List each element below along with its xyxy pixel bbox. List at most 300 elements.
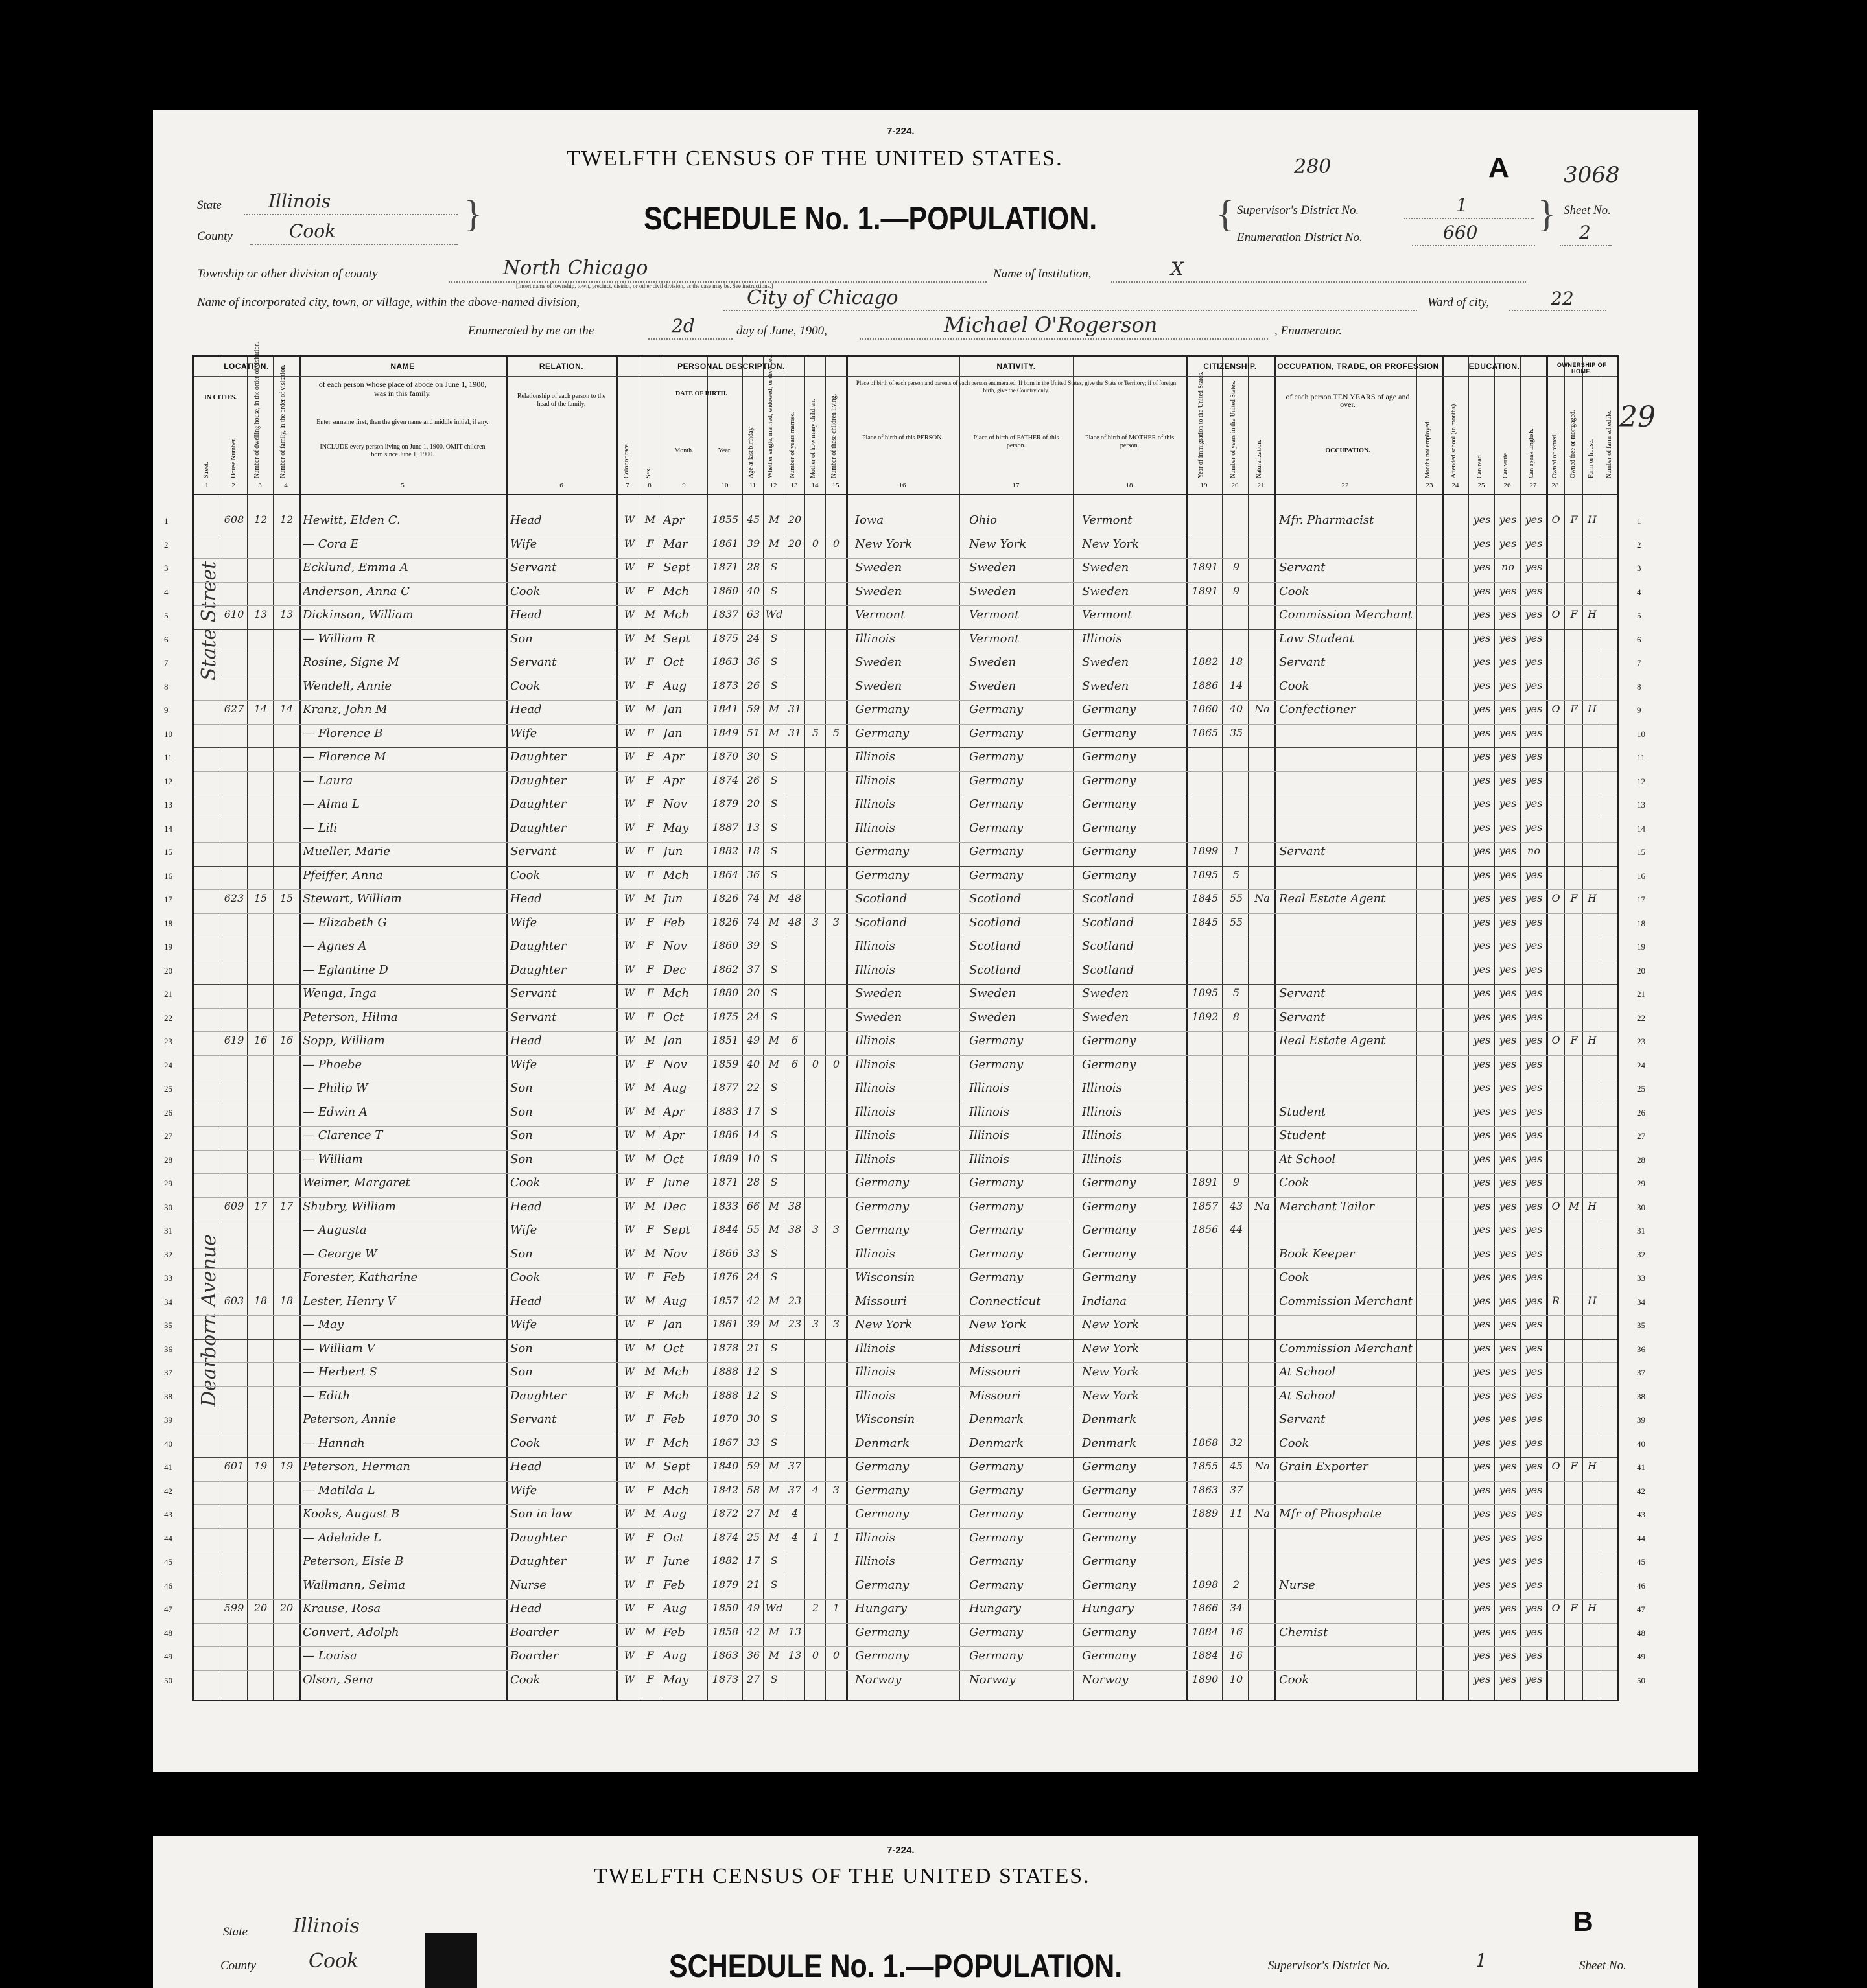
sex: F [646, 537, 654, 550]
relation: Wife [510, 1057, 537, 1071]
header-year: Year. [718, 447, 732, 454]
header-free-mortgaged: Owned free or mortgaged. [1569, 410, 1577, 478]
can-speak: yes [1525, 608, 1543, 620]
can-speak: yes [1525, 655, 1543, 668]
marital-status: M [768, 513, 780, 526]
line-number: 12 [1637, 776, 1645, 786]
person-name: Olson, Sena [303, 1672, 373, 1687]
birthplace-mother: Sweden [1082, 584, 1129, 598]
line-number: 29 [1637, 1178, 1645, 1188]
can-read: yes [1473, 892, 1491, 904]
can-write: yes [1499, 513, 1517, 526]
birthplace-person: Germany [855, 1223, 910, 1237]
next-census-sheet [153, 1836, 1698, 1988]
line-number: 22 [1637, 1012, 1645, 1023]
birthplace-person: Sweden [855, 561, 902, 574]
years-married: 23 [788, 1294, 802, 1307]
naturalization: Na [1254, 1199, 1270, 1212]
can-speak: yes [1525, 1412, 1543, 1425]
birth-month: Sept [663, 1460, 690, 1473]
years-married: 48 [788, 915, 802, 928]
line-number-left: 29 [164, 1178, 172, 1188]
immigration-year: 1845 [1192, 892, 1219, 904]
relation: Head [510, 1034, 542, 1047]
birth-month: Aug [663, 1294, 687, 1308]
age: 14 [746, 1128, 760, 1141]
birthplace-mother: Germany [1082, 1554, 1136, 1568]
birthplace-mother: Germany [1082, 703, 1136, 716]
color: W [624, 1507, 635, 1519]
marital-status: S [770, 963, 778, 976]
occupation: Cook [1279, 679, 1309, 693]
table-row [194, 1055, 1617, 1079]
sex: F [646, 1530, 654, 1543]
next-form-number: 7-224. [887, 1845, 915, 1856]
occupation: Servant [1279, 1010, 1326, 1024]
birthplace-mother: Germany [1082, 1270, 1136, 1284]
age: 24 [746, 1270, 760, 1283]
relation: Head [510, 703, 542, 716]
sex: F [646, 1554, 654, 1567]
color: W [624, 868, 635, 881]
person-name: Wallmann, Selma [303, 1578, 406, 1592]
sex: F [646, 963, 654, 976]
person-name: — George W [303, 1246, 377, 1261]
sex: F [646, 1412, 654, 1425]
can-write: yes [1499, 1530, 1517, 1543]
table-row [194, 1434, 1617, 1457]
years-in-us: 14 [1229, 679, 1243, 692]
marital-status: S [770, 939, 778, 952]
birth-year: 1889 [712, 1152, 739, 1165]
line-number: 32 [1637, 1249, 1645, 1259]
birth-month: Nov [663, 1057, 687, 1071]
age: 27 [746, 1507, 760, 1519]
birth-year: 1850 [712, 1602, 739, 1614]
can-read: yes [1473, 1341, 1491, 1354]
can-speak: yes [1525, 773, 1543, 786]
age: 21 [746, 1341, 760, 1354]
can-read: yes [1473, 1010, 1491, 1023]
sex: M [644, 1199, 656, 1212]
enumeration-label: Enumeration District No. [1237, 231, 1363, 244]
sex: F [646, 1483, 654, 1496]
birthplace-person: Norway [855, 1672, 902, 1687]
children-living: 1 [832, 1602, 840, 1614]
immigration-year: 1895 [1192, 987, 1219, 999]
table-row [194, 582, 1617, 605]
person-name: Peterson, Annie [303, 1412, 397, 1426]
table-row [194, 866, 1617, 889]
table-row [194, 677, 1617, 700]
birth-year: 1888 [712, 1388, 739, 1401]
color: W [624, 1152, 635, 1165]
years-in-us: 16 [1229, 1649, 1243, 1661]
person-name: Wendell, Annie [303, 679, 392, 693]
marital-status: M [768, 1507, 780, 1519]
table-row [194, 984, 1617, 1007]
immigration-year: 1868 [1192, 1436, 1219, 1449]
can-speak: yes [1525, 915, 1543, 928]
marital-status: S [770, 987, 778, 999]
birth-year: 1870 [712, 750, 739, 762]
years-married: 37 [788, 1483, 802, 1496]
color: W [624, 1412, 635, 1425]
header-name-instr: Enter surname first, then the given name and middle initial, if any. [316, 419, 489, 426]
birth-year: 1883 [712, 1105, 739, 1117]
person-name: Pfeiffer, Anna [303, 868, 383, 882]
birth-month: June [663, 1554, 690, 1568]
sex: F [646, 797, 654, 810]
can-speak: yes [1525, 750, 1543, 762]
can-read: yes [1473, 1318, 1491, 1330]
header-months-not-employed: Months not employed. [1424, 419, 1431, 478]
children-living: 0 [832, 1057, 840, 1070]
birth-year: 1857 [712, 1294, 739, 1307]
birth-year: 1841 [712, 703, 739, 715]
mother-of: 0 [812, 537, 819, 550]
farm-house: H [1588, 1034, 1597, 1046]
marital-status: Wd [765, 1602, 783, 1614]
birth-month: Apr [663, 1105, 685, 1119]
birth-month: Nov [663, 797, 687, 811]
marital-status: S [770, 1388, 778, 1401]
sex: M [644, 608, 656, 620]
birthplace-person: Illinois [855, 1152, 895, 1166]
header-marital: Whether single, married, widowed, or divorced. [767, 354, 774, 478]
birthplace-mother: Sweden [1082, 561, 1129, 574]
line-number: 36 [1637, 1344, 1645, 1354]
can-read: yes [1473, 1294, 1491, 1307]
color: W [624, 892, 635, 904]
birthplace-father: Scotland [969, 915, 1022, 930]
header-location: LOCATION. [224, 362, 269, 371]
family-number: 14 [279, 703, 294, 715]
header-name-instr2: INCLUDE every person living on June 1, 1900. OMIT children born since June 1, 1900. [320, 443, 486, 458]
header-birth-person: Place of birth of this PERSON. [862, 434, 943, 441]
sex: F [646, 1672, 654, 1685]
table-row [194, 1103, 1617, 1126]
can-read: yes [1473, 1176, 1491, 1188]
birth-year: 1858 [712, 1625, 739, 1638]
can-speak: yes [1525, 584, 1543, 597]
birthplace-father: Denmark [969, 1436, 1024, 1450]
person-name: Kranz, John M [303, 703, 388, 716]
relation: Daughter [510, 797, 567, 811]
birth-year: 1876 [712, 1270, 739, 1283]
birthplace-mother: Germany [1082, 797, 1136, 811]
marital-status: S [770, 631, 778, 644]
color: W [624, 1081, 635, 1093]
birthplace-mother: Illinois [1082, 1081, 1122, 1095]
relation: Wife [510, 726, 537, 740]
marital-status: S [770, 1246, 778, 1259]
birthplace-person: New York [855, 1318, 913, 1331]
line-number: 13 [1637, 800, 1645, 810]
marital-status: M [768, 703, 780, 715]
relation: Son [510, 631, 533, 646]
birthplace-mother: Sweden [1082, 987, 1129, 1000]
person-name: — Louisa [303, 1649, 357, 1663]
table-row [194, 961, 1617, 984]
birthplace-father: Germany [969, 1507, 1024, 1521]
table-row [194, 605, 1617, 629]
line-number-left: 28 [164, 1154, 172, 1165]
can-speak: yes [1525, 1365, 1543, 1377]
family-number: 13 [279, 608, 294, 620]
birthplace-person: Germany [855, 1625, 910, 1639]
free-mortgaged: F [1570, 892, 1578, 904]
table-row [194, 1079, 1617, 1102]
next-state-value: Illinois [293, 1915, 360, 1937]
color: W [624, 1460, 635, 1472]
census-sheet: 7-224. TWELFTH CENSUS OF THE UNITED STATES. 280 A 3068 29 State Illinois County Cook } SCHEDULE No. 1.—POPULATION. { Supervisor's District No. 1 Enumeration District No. 660 } Sheet No. 2 Township or other division of county North Chicago [Insert name of township, town, precinct, district, or other civil division, as the case may be. See instructions.] Name of Institution, X Name of incorporated city, town, or village, within the above-named division, City of Chicago Ward of city, 22 Enumerated by me on the 2d day of June, 1900, Michael O'Rogerson , Enumerator. LOCATION. IN CITIES. NAME of each person whose place of abode on June 1, 1900, was in this family. Enter surname first, then the given name and middle initial, if any. INCLUDE every person living on June 1, 1900. OMIT children born since June 1, 1900. RELATION. Relationship of each person to the head of the family. PERSONAL DESCRIPTION. DATE OF BIRTH. Month. Year. NATIVITY. Place of birth of each person and parents of each person enumerated. If born in the United States, give the State or Territory; if of foreign birth, give the Country only. Place of birth of this PERSON. Place of birth of FATHER of this person. Place of birth of MOTHER of this person. CITIZENSHIP. OCCUPATION, TRADE, OR PROFESSION of each person TEN YEARS of age and over. OCCUPATION. EDUCATION. OWNERSHIP OF HOME. Street. House Number. Number of dwelling house, in the order of visitation. Number of family, in the order of visitation. Color or race. Sex. Age at last birthday. Whether single, married, widowed, or divorced. Number of years married. Mother of how many children. Number of these children living. Year of immigration to the United States. Number of years in the United States. Naturalization. Months not employed. Attended school (in months). Can read. Can write. Can speak English. Owned or rented. Owned free or mortgaged. Farm or house. Number of farm schedule. 1 2 3 4 5 6 7 8 9 10 11 12 13 14 15 16 17 18 19 20 21 22 23 24 25 26 27 28 State Street Dearborn Avenue 608 12 12 Hewitt, Elden C. Head W M Apr 1855 45 M 20 Iowa Ohio Vermont Mfr. Pharmacist yes yes yes O F H — Cora E Wife W F Mar 1861 39 M 20 0 0 New York New York New York yes yes yes Ecklund, Emma A Servant W F Sept 1871 28 S Sweden Sweden Sweden 1891 9 Servant yes no yes Anderson, Anna C Cook W F Mch 1860 40 S Sweden Sweden Sweden 1891 9 Cook yes yes yes 610 13 13 Dickinson, William Head W M Mch 1837 63 Wd Vermont Vermont Vermont Commission Merchant yes yes yes O F H — William R Son W M Sept 1875 24 S Illinois Vermont Illinois Law Student yes yes yes Rosine, Signe M Servant W F Oct 1863 36 S Sweden Sweden Sweden 1882 18 Servant yes yes yes Wendell, Annie Cook W F Aug 1873 26 S Sweden Sweden Sweden 1886 14 Cook yes yes yes 627 14 14 Kranz, John M Head W M Jan 1841 59 M 31 Germany Germany Germany 1860 40 Na Confectioner yes yes yes O F H — Florence B Wife W F Jan 1849 51 M 31 5 5 Germany Germany Germany 1865 35 yes yes yes — Florence M Daughter W F Apr 1870 30 S Illinois Germany Germany yes yes yes — Laura Daughter W F Apr 1874 26 S Illinois Germany Germany yes yes yes — Alma L Daughter W F Nov 1879 20 S Illinois Germany Germany yes yes yes — Lili Daughter W F May 1887 13 S Illinois Germany Germany yes yes yes Mueller, Marie Servant W F Jun 1882 18 S Germany Germany Germany 1899 1 Servant yes yes no Pfeiffer, Anna Cook W F Mch 1864 36 S Germany Germany Germany 1895 5 yes yes yes 623 15 15 Stewart, William Head W M Jun 1826 74 M 48 Scotland Scotland Scotland 1845 55 Na Real Estate Agent yes yes yes O F H — Elizabeth G Wife W F Feb 1826 74 M 48 3 3 Scotland Scotland Scotland 1845 55 yes yes yes — Agnes A Daughter W F Nov 1860 39 S Illinois Scotland Scotland yes yes yes — Eglantine D Daughter W F Dec 1862 37 S Illinois Scotland Scotland yes yes yes Wenga, Inga Servant W F Mch 1880 20 S Sweden Sweden Sweden 1895 5 Servant yes yes yes Peterson, Hilma Servant W F Oct 1875 24 S Sweden Sweden Sweden 1892 8 Servant yes yes yes 619 16 16 Sopp, William Head W M Jan 1851 49 M 6 Illinois Germany Germany Real Estate Agent yes yes yes O F H — Phoebe Wife W F Nov 1859 40 M 6 0 0 Illinois Germany Germany yes yes yes — Philip W Son W M Aug 1877 22 S Illinois Illinois Illinois yes yes yes — Edwin A Son W M Apr 1883 17 S Illinois Illinois Illinois Student yes yes yes — Clarence T Son W M Apr 1886 14 S Illinois Illinois Illinois Student yes yes yes — William Son W M Oct 1889 10 S Illinois Illinois Illinois At School yes yes yes Weimer, Margaret Cook W F June 1871 28 S Germany Germany Germany 1891 9 Cook yes yes yes 609 17 17 Shubry, William Head W M Dec 1833 66 M 38 Germany Germany Germany 1857 43 Na Merchant Tailor yes yes yes O M H — Augusta Wife W F Sept 1844 55 M 38 3 3 Germany Germany Germany 1856 44 yes yes yes — George W Son W M Nov 1866 33 S Illinois Germany Germany Book Keeper yes yes yes Forester, Katharine Cook W F Feb 1876 24 S Wisconsin Germany Germany Cook yes yes yes 603 18 18 Lester, Henry V Head W M Aug 1857 42 M 23 Missouri Connecticut Indiana Commission Merchant yes yes yes R H — May Wife W F Jan 1861 39 M 23 3 3 New York New York New York yes yes yes — William V Son W M Oct 1878 21 S Illinois Missouri New York Commission Merchant yes yes yes — Herbert S Son W M Mch 1888 12 S Illinois Missouri New York At School yes yes yes — Edith Daughter W F Mch 1888 12 S Illinois Missouri New York At School yes yes yes Peterson, Annie Servant W F Feb 1870 30 S Wisconsin Denmark Denmark Servant yes yes yes — Hannah Cook W F Mch 1867 33 S Denmark Denmark Denmark 1868 32 Cook yes yes yes 601 19 19 Peterson, Herman Head W M Sept 1840 59 M 37 Germany Germany Germany 1855 45 Na Grain Exporter yes yes yes O F H — Matilda L Wife W F Mch 1842 58 M 37 4 3 Germany Germany Germany 1863 37 yes yes yes Kooks, August B Son in law W M Aug 1872 27 M 4 Germany Germany Germany 1889 11 Na Mfr of Phosphate yes yes yes — Adelaide L Daughter W F Oct 1874 25 M 4 1 1 Illinois Germany Germany yes yes yes Peterson, Elsie B Daughter W F June 1882 17 S Illinois Germany Germany yes yes yes Wallmann, Selma Nurse W F Feb 1879 21 S Germany Germany Germany 1898 2 Nurse yes yes yes 599 20 20 Krause, Rosa Head W F Aug 1850 49 Wd 2 1 Hungary Hungary Hungary 1866 34 yes yes yes O F H Convert, Adolph Boarder W M Feb 1858 42 M 13 Germany Germany Germany 1884 16 Chemist yes yes yes — Louisa Boarder W F Aug 1863 36 M 13 0 0 Germany Germany Germany 1884 16 yes yes yes Olson, Sena Cook W F May 1873 27 S Norway Norway Norway 1890 10 Cook yes yes yes 1 1 2 2 3 3 4 4 5 5 6 6 7 7 8 8 9 9 10 10 11 11 12 12 13 13 14 14 15 15 16 16 17 17 18 18 19 19 20 20 21 21 22 22 23 23 24 24 25 25 26 26 27 27 28 28 29 29 30 30 31 31 32 32 33 33 34 34 35 35 36 36 37 37 38 38 39 39 40 40 41 41 42 42 43 43 44 44 45 45 46 46 47 47 48 48 49 49 50 50 [153, 110, 1698, 1772]
color: W [624, 987, 635, 999]
birthplace-mother: Germany [1082, 1034, 1136, 1047]
column-number: 12 [769, 482, 777, 489]
header-sex: Sex. [645, 467, 652, 478]
free-mortgaged: F [1570, 1602, 1578, 1614]
table-row [194, 1504, 1617, 1528]
township-value: North Chicago [503, 257, 648, 279]
can-read: yes [1473, 703, 1491, 715]
person-name: Lester, Henry V [303, 1294, 396, 1308]
color: W [624, 1223, 635, 1235]
mother-of: 0 [812, 1057, 819, 1070]
column-number: 14 [811, 482, 819, 489]
line-number: 19 [1637, 942, 1645, 952]
sex: M [644, 1507, 656, 1519]
header-birth-mother: Place of birth of MOTHER of this person. [1085, 434, 1175, 449]
birthplace-father: Germany [969, 1246, 1024, 1261]
header-date-of-birth: DATE OF BIRTH. [675, 390, 727, 397]
can-speak: yes [1525, 892, 1543, 904]
immigration-year: 1865 [1192, 726, 1219, 739]
years-married: 13 [788, 1625, 802, 1638]
line-number-left: 6 [164, 634, 169, 644]
can-read: yes [1473, 608, 1491, 620]
line-number: 4 [1637, 587, 1641, 597]
header-years-us: Number of years in the United States. [1230, 380, 1237, 478]
age: 33 [746, 1246, 760, 1259]
header-house: House Number. [230, 438, 237, 478]
marital-status: M [768, 726, 780, 739]
birthplace-mother: Germany [1082, 821, 1136, 835]
mother-of: 5 [812, 726, 819, 739]
can-write: yes [1499, 773, 1517, 786]
marital-status: M [768, 1460, 780, 1472]
marital-status: M [768, 1318, 780, 1330]
next-supervisor-label: Supervisor's District No. [1268, 1959, 1391, 1972]
birthplace-father: Germany [969, 1460, 1024, 1473]
person-name: — Hannah [303, 1436, 365, 1450]
age: 12 [746, 1365, 760, 1377]
line-number: 26 [1637, 1107, 1645, 1117]
birthplace-person: Germany [855, 1649, 910, 1663]
can-speak: yes [1525, 868, 1543, 881]
next-sheet-label: Sheet No. [1579, 1959, 1626, 1972]
marital-status: M [768, 1223, 780, 1235]
sex: M [644, 1625, 656, 1638]
birth-year: 1874 [712, 773, 739, 786]
relation: Head [510, 892, 542, 906]
sex: F [646, 868, 654, 881]
person-name: — Herbert S [303, 1365, 377, 1379]
birthplace-father: Denmark [969, 1412, 1024, 1426]
immigration-year: 1884 [1192, 1625, 1219, 1638]
birthplace-person: Illinois [855, 1388, 895, 1403]
marital-status: S [770, 679, 778, 692]
birthplace-father: Sweden [969, 655, 1016, 669]
can-read: yes [1473, 1270, 1491, 1283]
years-in-us: 55 [1229, 915, 1243, 928]
years-in-us: 2 [1232, 1578, 1240, 1591]
owned-rented: O [1551, 1199, 1560, 1212]
children-living: 3 [832, 915, 840, 928]
birth-month: Feb [663, 1270, 685, 1284]
birthplace-mother: Indiana [1082, 1294, 1127, 1308]
line-number: 25 [1637, 1084, 1645, 1093]
birthplace-mother: Vermont [1082, 608, 1133, 622]
birth-month: Nov [663, 939, 687, 953]
line-number-left: 14 [164, 823, 172, 834]
birthplace-person: Illinois [855, 1554, 895, 1568]
birth-month: Sept [663, 561, 690, 574]
birthplace-mother: New York [1082, 1341, 1140, 1355]
column-number: 13 [790, 482, 798, 489]
person-name: Sopp, William [303, 1034, 385, 1047]
occupation: Law Student [1279, 631, 1354, 646]
line-number: 5 [1637, 611, 1641, 620]
birthplace-mother: Illinois [1082, 1128, 1122, 1142]
can-speak: yes [1525, 1554, 1543, 1567]
can-write: yes [1499, 703, 1517, 715]
birthplace-person: Missouri [855, 1294, 907, 1308]
birth-year: 1888 [712, 1365, 739, 1377]
next-supervisor-value: 1 [1475, 1950, 1487, 1971]
birth-year: 1867 [712, 1436, 739, 1449]
line-number: 6 [1637, 634, 1641, 644]
person-name: — Florence B [303, 726, 383, 740]
line-number-left: 18 [164, 918, 172, 928]
population-table [164, 341, 1645, 1701]
sex: F [646, 915, 654, 928]
immigration-year: 1882 [1192, 655, 1219, 668]
birth-year: 1886 [712, 1128, 739, 1141]
birthplace-person: Illinois [855, 631, 895, 646]
sex: F [646, 726, 654, 739]
birthplace-person: Illinois [855, 1365, 895, 1379]
birthplace-mother: Sweden [1082, 1010, 1129, 1024]
birthplace-person: Illinois [855, 821, 895, 835]
birth-month: Oct [663, 1530, 685, 1545]
years-married: 6 [791, 1034, 799, 1046]
house-number: 603 [224, 1294, 244, 1307]
can-speak: yes [1525, 1270, 1543, 1283]
person-name: — Edwin A [303, 1105, 368, 1119]
line-number: 33 [1637, 1273, 1645, 1283]
header-living: Number of these children living. [830, 393, 838, 478]
marital-status: S [770, 1176, 778, 1188]
can-write: yes [1499, 1412, 1517, 1425]
birthplace-person: Wisconsin [855, 1270, 915, 1284]
table-row [194, 724, 1617, 747]
can-read: yes [1473, 845, 1491, 857]
age: 39 [746, 939, 760, 952]
column-number: 4 [284, 482, 288, 489]
can-speak: yes [1525, 1388, 1543, 1401]
dwelling-number: 18 [253, 1294, 268, 1307]
can-write: yes [1499, 1010, 1517, 1023]
header-name: NAME [390, 362, 415, 371]
next-schedule-title: SCHEDULE No. 1.—POPULATION. [669, 1948, 1123, 1984]
line-number-left: 41 [164, 1462, 172, 1472]
can-write: yes [1499, 584, 1517, 597]
immigration-year: 1895 [1192, 868, 1219, 881]
birthplace-person: Illinois [855, 797, 895, 811]
relation: Boarder [510, 1649, 559, 1663]
birthplace-father: Hungary [969, 1602, 1021, 1615]
color: W [624, 1578, 635, 1591]
birth-month: Jan [663, 703, 683, 716]
age: 27 [746, 1672, 760, 1685]
birthplace-mother: Germany [1082, 750, 1136, 764]
color: W [624, 1294, 635, 1307]
sex: F [646, 1270, 654, 1283]
age: 66 [746, 1199, 760, 1212]
relation: Servant [510, 1010, 557, 1024]
birth-month: Mch [663, 584, 690, 598]
marital-status: M [768, 1625, 780, 1638]
age: 49 [746, 1034, 760, 1046]
city-value: City of Chicago [747, 287, 898, 309]
can-write: yes [1499, 1128, 1517, 1141]
birthplace-father: Scotland [969, 939, 1022, 953]
birthplace-father: Germany [969, 1057, 1024, 1071]
can-speak: yes [1525, 797, 1543, 810]
column-number: 3 [258, 482, 262, 489]
table-row [194, 747, 1617, 771]
can-speak: yes [1525, 1246, 1543, 1259]
occupation: Nurse [1279, 1578, 1315, 1592]
can-read: yes [1473, 1057, 1491, 1070]
can-speak: yes [1525, 1010, 1543, 1023]
can-write: yes [1499, 1270, 1517, 1283]
can-write: yes [1499, 1105, 1517, 1117]
birthplace-mother: Germany [1082, 1483, 1136, 1497]
birth-month: Feb [663, 1578, 685, 1592]
occupation: Student [1279, 1105, 1326, 1119]
line-number: 10 [1637, 729, 1645, 739]
immigration-year: 1855 [1192, 1460, 1219, 1472]
birth-month: Mch [663, 868, 690, 882]
birthplace-person: Illinois [855, 1341, 895, 1355]
column-number: 6 [559, 482, 563, 489]
relation: Son [510, 1341, 533, 1355]
color: W [624, 773, 635, 786]
can-read: yes [1473, 1460, 1491, 1472]
years-in-us: 16 [1229, 1625, 1243, 1638]
header-education: EDUCATION. [1468, 362, 1520, 371]
sex: M [644, 703, 656, 715]
can-speak: yes [1525, 987, 1543, 999]
can-read: yes [1473, 631, 1491, 644]
birthplace-mother: Hungary [1082, 1602, 1134, 1615]
relation: Head [510, 608, 542, 622]
color: W [624, 679, 635, 692]
birthplace-father: Germany [969, 1223, 1024, 1237]
birthplace-father: Illinois [969, 1081, 1009, 1095]
